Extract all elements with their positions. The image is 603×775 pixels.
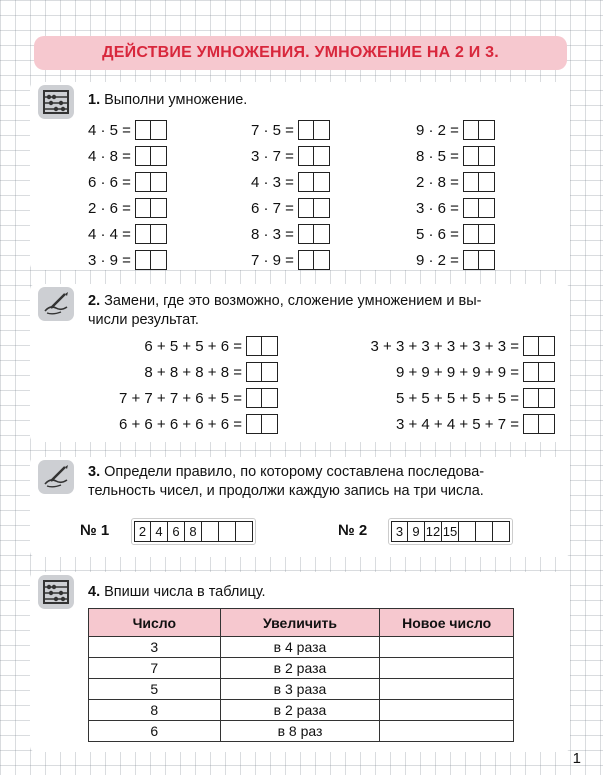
expression: 2 · 8 = [416,173,459,191]
expression: 9 · 2 = [416,251,459,269]
answer-cell[interactable] [135,120,151,140]
answer-cell[interactable] [151,250,167,270]
task1-item [88,249,167,271]
expression: 9 · 2 = [416,121,459,139]
task1-item [251,119,330,141]
task1-item [251,171,330,193]
task2-line2: числи результат. [88,312,199,328]
answer-cell[interactable] [523,336,539,356]
answer-cell[interactable] [151,198,167,218]
answer-cell[interactable] [246,336,262,356]
table-row [89,721,514,742]
page-number: 1 [572,750,581,767]
expression: 3 · 9 = [88,251,131,269]
pencil-hand-icon [38,460,74,494]
increase-cell: в 3 раза [220,679,380,700]
expression: 7 · 5 = [251,121,294,139]
column-header: Увеличить [220,609,380,637]
increase-cell: в 4 раза [220,637,380,658]
task1-text: Выполни умножение. [104,92,248,108]
answer-cell[interactable] [262,388,278,408]
expression: 6 · 6 = [88,173,131,191]
sequence-cell[interactable]: 4 [151,521,168,542]
task3-line1: Определи правило, по которому составлена последова- [104,464,485,480]
answer-cell[interactable] [539,362,555,382]
answer-cell[interactable] [246,388,262,408]
expression: 5 · 6 = [416,225,459,243]
answer-cell[interactable] [463,224,479,244]
task1-item [416,171,495,193]
answer-cell[interactable] [262,414,278,434]
answer-cell[interactable] [262,362,278,382]
column-header: Новое число [380,609,514,637]
sequence-cell[interactable] [202,521,219,542]
expression: 8 + 8 + 8 + 8 = [144,363,242,381]
expression: 5 + 5 + 5 + 5 + 5 = [395,389,519,407]
sequence-cell[interactable] [236,521,253,542]
answer-cell[interactable] [246,414,262,434]
table-row [89,637,514,658]
task1-heading [88,91,247,110]
task1-item [416,249,495,271]
task1-column-3 [416,119,495,275]
table-row [89,658,514,679]
answer-cell[interactable] [314,146,330,166]
sequence-cell[interactable] [219,521,236,542]
sequence-cell[interactable] [493,521,510,542]
answer-cell[interactable] [298,146,314,166]
new-number-cell[interactable] [380,679,514,700]
pencil-hand-icon [38,287,74,321]
expression: 6 + 5 + 5 + 6 = [144,337,242,355]
task2-item [336,335,555,357]
answer-cell[interactable] [298,172,314,192]
answer-cell[interactable] [539,336,555,356]
expression: 3 + 4 + 4 + 5 + 7 = [395,415,519,433]
increase-cell: в 8 раз [220,721,380,742]
answer-cell[interactable] [298,250,314,270]
answer-cell[interactable] [151,146,167,166]
task4-table [88,608,514,742]
abacus-icon [38,575,74,609]
task4-heading [88,583,266,602]
task2-right-column [336,335,555,439]
sequence-1 [131,518,256,545]
answer-cell[interactable] [314,172,330,192]
expression: 6 · 7 = [251,199,294,217]
number-cell: 6 [89,721,221,742]
expression: 7 + 7 + 7 + 6 + 5 = [118,389,242,407]
task1-item [416,223,495,245]
answer-cell[interactable] [135,250,151,270]
expression: 2 · 6 = [88,199,131,217]
task1-item [88,145,167,167]
new-number-cell[interactable] [380,721,514,742]
task1-item [251,223,330,245]
answer-cell[interactable] [523,414,539,434]
task2-item [336,387,555,409]
task2-item [88,361,278,383]
answer-cell[interactable] [135,198,151,218]
answer-cell[interactable] [479,146,495,166]
increase-cell: в 2 раза [220,700,380,721]
increase-cell: в 2 раза [220,658,380,679]
expression: 8 · 3 = [251,225,294,243]
answer-cell[interactable] [314,224,330,244]
task2-number: 2. [88,293,101,309]
task1-item [88,223,167,245]
task4-number: 4. [88,584,101,600]
answer-cell[interactable] [479,120,495,140]
sequence-cell[interactable]: 9 [408,521,425,542]
answer-cell[interactable] [314,198,330,218]
task2-left-column [88,335,278,439]
task3-line2: тельность чисел, и продолжи каждую запись на три числа. [88,483,484,499]
sequence-2 [388,518,513,545]
column-header: Число [89,609,221,637]
answer-cell[interactable] [463,198,479,218]
expression: 3 + 3 + 3 + 3 + 3 + 3 = [370,337,519,355]
task2-item [88,335,278,357]
task1-item [251,249,330,271]
answer-cell[interactable] [135,146,151,166]
sequence-cell[interactable]: 15 [442,521,459,542]
expression: 3 · 7 = [251,147,294,165]
answer-cell[interactable] [298,198,314,218]
answer-cell[interactable] [151,172,167,192]
task1-item [416,119,495,141]
sequence-cell[interactable]: 3 [391,521,408,542]
task1-item [416,197,495,219]
answer-cell[interactable] [463,120,479,140]
number-cell: 8 [89,700,221,721]
sequence-cell[interactable]: 2 [134,521,151,542]
sequence-2-label: № 2 [338,522,368,539]
answer-cell[interactable] [463,146,479,166]
task1-item [251,197,330,219]
expression: 4 · 4 = [88,225,131,243]
answer-cell[interactable] [463,172,479,192]
task1-item [88,197,167,219]
answer-cell[interactable] [135,172,151,192]
task1-item [88,119,167,141]
task2-item [88,413,278,435]
answer-cell[interactable] [314,120,330,140]
expression: 7 · 9 = [251,251,294,269]
answer-cell[interactable] [479,224,495,244]
task1-item [416,145,495,167]
answer-cell[interactable] [523,388,539,408]
sequence-cell[interactable]: 12 [425,521,442,542]
page-title: ДЕЙСТВИЕ УМНОЖЕНИЯ. УМНОЖЕНИЕ НА 2 И 3. [34,36,567,70]
expression: 4 · 5 = [88,121,131,139]
expression: 6 + 6 + 6 + 6 + 6 = [118,415,242,433]
sequence-cell[interactable] [476,521,493,542]
answer-cell[interactable] [151,224,167,244]
answer-cell[interactable] [151,120,167,140]
answer-cell[interactable] [479,250,495,270]
expression: 4 · 8 = [88,147,131,165]
sequence-cell[interactable]: 8 [185,521,202,542]
task1-number: 1. [88,92,101,108]
task2-heading [88,292,563,330]
table-row [89,700,514,721]
abacus-icon [38,85,74,119]
task2-item [88,387,278,409]
answer-cell[interactable] [463,250,479,270]
table-row [89,679,514,700]
task2-line1: Замени, где это возможно, сложение умножением и вы- [104,293,482,309]
task4-text: Впиши числа в таблицу. [104,584,266,600]
answer-cell[interactable] [135,224,151,244]
task2-item [336,361,555,383]
number-cell: 5 [89,679,221,700]
answer-cell[interactable] [479,198,495,218]
task1-item [88,171,167,193]
expression: 4 · 3 = [251,173,294,191]
expression: 9 + 9 + 9 + 9 + 9 = [395,363,519,381]
answer-cell[interactable] [479,172,495,192]
task1-item [251,145,330,167]
answer-cell[interactable] [298,120,314,140]
number-cell: 7 [89,658,221,679]
answer-cell[interactable] [314,250,330,270]
answer-cell[interactable] [539,388,555,408]
answer-cell[interactable] [246,362,262,382]
task2-item [336,413,555,435]
expression: 8 · 5 = [416,147,459,165]
new-number-cell[interactable] [380,658,514,679]
new-number-cell[interactable] [380,700,514,721]
table-header-row [89,609,514,637]
answer-cell[interactable] [298,224,314,244]
task1-column-2 [251,119,330,275]
answer-cell[interactable] [262,336,278,356]
answer-cell[interactable] [539,414,555,434]
answer-cell[interactable] [523,362,539,382]
sequence-cell[interactable] [459,521,476,542]
expression: 3 · 6 = [416,199,459,217]
new-number-cell[interactable] [380,637,514,658]
number-cell: 3 [89,637,221,658]
task3-number: 3. [88,464,101,480]
sequence-cell[interactable]: 6 [168,521,185,542]
task1-column-1 [88,119,167,275]
sequence-1-label: № 1 [80,522,110,539]
task3-heading [88,463,563,501]
